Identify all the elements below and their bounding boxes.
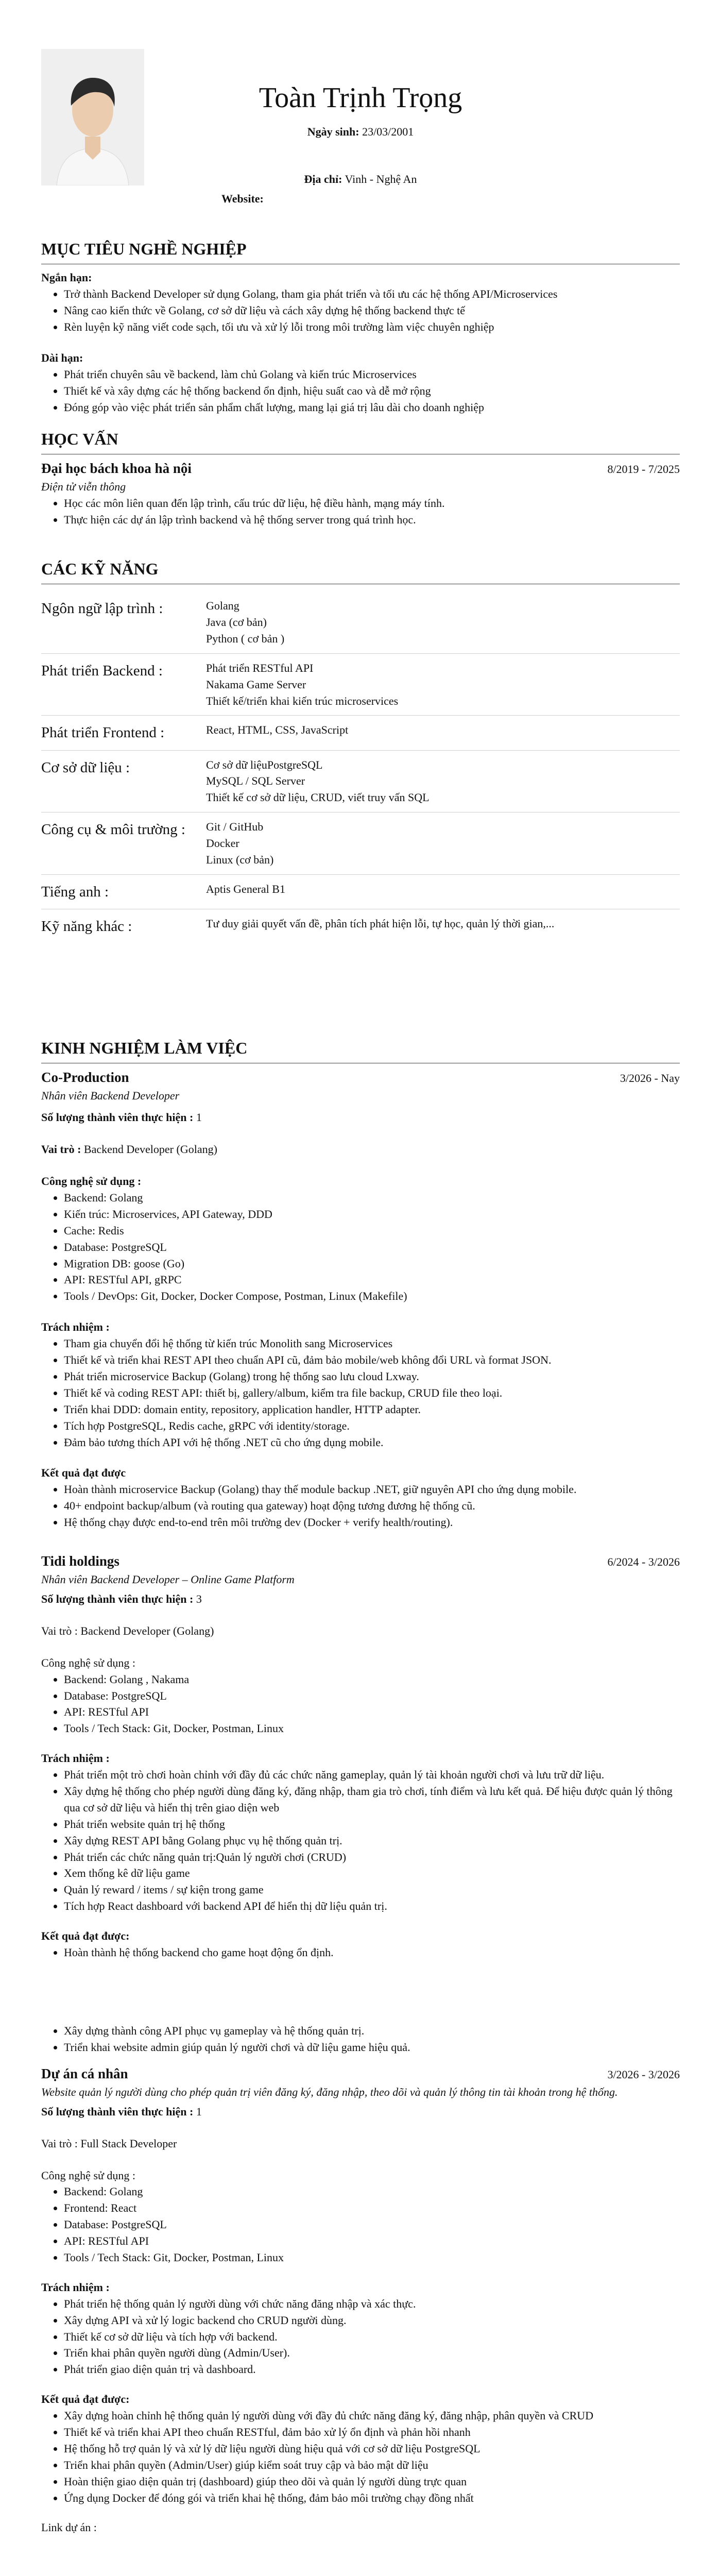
list-item: • Phát triển microservice Backup (Golang) trong hệ thống sao lưu cloud Lxway. — [64, 1368, 680, 1385]
company-name: Co-Production — [41, 1070, 129, 1086]
education-major: Điện tử viễn thông — [41, 480, 126, 494]
job-header — [41, 1067, 680, 1088]
members-label: Số lượng thành viên thực hiện : — [41, 1111, 194, 1124]
members-value: 3 — [196, 1592, 202, 1605]
list-item: • Ứng dụng Docker để đóng gói và triển khai hệ thống, đảm bảo môi trường chạy đồng nhất — [64, 2490, 680, 2506]
list-item: • Phát triển chuyên sâu về backend, làm chủ Golang và kiến trúc Microservices — [64, 366, 680, 383]
experience-title: KINH NGHIỆM LÀM VIỆC — [41, 1036, 680, 1063]
job-role: Nhân viên Backend Developer — [41, 1089, 180, 1103]
address-label: Địa chỉ: — [304, 173, 342, 185]
skill-value: Linux (cơ bản) — [206, 853, 274, 866]
list-item: • Nâng cao kiến thức về Golang, cơ sở dữ liệu và cách xây dựng hệ thống backend thực tế — [64, 302, 680, 319]
job-entry — [41, 2064, 680, 2536]
tasks-label: Trách nhiệm : — [41, 1320, 110, 1334]
tasks-label: Trách nhiệm : — [41, 1752, 110, 1765]
skill-row — [41, 591, 680, 654]
job-date: 6/2024 - 3/2026 — [607, 1555, 680, 1568]
list-item: • API: RESTful API — [64, 1704, 680, 1720]
list-item: • API: RESTful API, gRPC — [64, 1272, 680, 1288]
list-item: • Tools / Tech Stack: Git, Docker, Postman, Linux — [64, 1720, 680, 1737]
list-item: • Thiết kế và coding REST API: thiết bị, gallery/album, kiểm tra file backup, CRUD file theo loại. — [64, 1385, 680, 1401]
tech-label: Công nghệ sử dụng : — [41, 1656, 136, 1669]
list-item: • Tích hợp PostgreSQL, Redis cache, gRPC với identity/storage. — [64, 1418, 680, 1434]
skill-value: MySQL / SQL Server — [206, 774, 305, 788]
members-line — [41, 1109, 680, 1126]
list-item: • Tích hợp React dashboard với backend API để hiển thị dữ liệu quản trị. — [64, 1898, 680, 1914]
list-item: • Phát triển một trò chơi hoàn chỉnh với đầy đủ các chức năng gameplay, quản lý tài khoản người chơi và lưu trữ dữ liệu. — [64, 1767, 680, 1783]
job-header — [41, 1551, 680, 1571]
list-item: • Thiết kế và triển khai REST API theo chuẩn API cũ, đảm bảo mobile/web không đổi URL và format JSON. — [64, 1352, 680, 1368]
results-list — [41, 1481, 680, 1531]
skill-label: Kỹ năng khác : — [41, 918, 132, 935]
list-item: • Hoàn thành hệ thống backend cho game hoạt động ổn định. — [64, 1944, 680, 1961]
job-date: 3/2026 - 3/2026 — [607, 2067, 680, 2081]
position-line — [41, 1623, 680, 1639]
job-role: Website quản lý người dùng cho phép quản trị viên đăng ký, đăng nhập, theo dõi và quản lý thông tin tài khoản trong hệ thống. — [41, 2085, 618, 2098]
list-item: • Hệ thống hỗ trợ quản lý và xử lý dữ liệu người dùng hiệu quả với cơ sở dữ liệu PostgreSQL — [64, 2441, 680, 2457]
list-item: • Phát triển các chức năng quản trị:Quản lý người chơi (CRUD) — [64, 1849, 680, 1866]
tech-list — [41, 1190, 680, 1304]
education-header — [41, 459, 680, 479]
list-item: • Quản lý reward / items / sự kiện trong game — [64, 1882, 680, 1898]
skill-label: Tiếng anh : — [41, 883, 109, 900]
tasks-label: Trách nhiệm : — [41, 2280, 110, 2294]
list-item: • Rèn luyện kỹ năng viết code sạch, tối ưu và xử lý lỗi trong môi trường làm việc chuyên nghiệp — [64, 319, 680, 335]
education-date: 8/2019 - 7/2025 — [607, 462, 680, 476]
tech-label: Công nghệ sử dụng : — [41, 2168, 136, 2182]
members-line — [41, 1591, 680, 1607]
tech-label: Công nghệ sử dụng : — [41, 1175, 142, 1188]
members-label: Số lượng thành viên thực hiện : — [41, 2105, 194, 2118]
list-item: • Triển khai DDD: domain entity, repository, application handler, HTTP adapter. — [64, 1401, 680, 1418]
skill-values — [206, 757, 680, 806]
skill-value: Phát triển RESTful API — [206, 661, 314, 674]
list-item: • Migration DB: goose (Go) — [64, 1256, 680, 1272]
job-header — [41, 2064, 680, 2084]
members-value: 1 — [196, 2105, 202, 2118]
short-term-list — [41, 286, 680, 335]
tasks-list — [41, 1767, 680, 1914]
long-term-label: Dài hạn: — [41, 351, 83, 364]
skill-label: Ngôn ngữ lập trình : — [41, 600, 163, 617]
skill-values — [206, 916, 561, 937]
address-value: Vinh - Nghệ An — [345, 173, 417, 185]
results-label: Kết quả đạt được: — [41, 1929, 130, 1943]
skill-row — [41, 909, 680, 943]
skill-label: Phát triển Backend : — [41, 662, 163, 679]
skill-label: Phát triển Frontend : — [41, 724, 165, 741]
dob-line — [41, 124, 680, 140]
skill-row — [41, 716, 680, 750]
list-item: • Trở thành Backend Developer sử dụng Golang, tham gia phát triển và tối ưu các hệ thống API/Microservices — [64, 286, 680, 302]
job-entry — [41, 1067, 680, 1531]
full-name: Toàn Trịnh Trọng — [259, 82, 462, 114]
list-item: • Thiết kế và xây dựng các hệ thống backend ổn định, hiệu suất cao và dễ mở rộng — [64, 383, 680, 399]
position-label: Vai trò : — [41, 1624, 78, 1637]
tech-list — [41, 1671, 680, 1737]
list-item: • Tools / Tech Stack: Git, Docker, Postman, Linux — [64, 2249, 680, 2266]
list-item: • Xây dựng hoàn chỉnh hệ thống quản lý người dùng với đầy đủ chức năng đăng ký, đăng nhập, phân quyền và CRUD — [64, 2408, 680, 2424]
list-item: • Triển khai phân quyền người dùng (Admin/User). — [64, 2345, 680, 2361]
skill-value: Cơ sở dữ liệuPostgreSQL — [206, 758, 323, 771]
skills-title: CÁC KỸ NĂNG — [41, 557, 680, 584]
results-label: Kết quả đạt được: — [41, 2393, 130, 2406]
skill-label: Cơ sở dữ liệu : — [41, 759, 130, 776]
list-item: • Backend: Golang — [64, 2183, 680, 2200]
skill-value: Aptis General B1 — [206, 882, 285, 895]
list-item: • Kiến trúc: Microservices, API Gateway, DDD — [64, 1206, 680, 1223]
job-date: 3/2026 - Nay — [620, 1072, 680, 1085]
job-role: Nhân viên Backend Developer – Online Game Platform — [41, 1573, 295, 1586]
list-item: • Database: PostgreSQL — [64, 1688, 680, 1704]
school-name: Đại học bách khoa hà nội — [41, 460, 192, 476]
list-item: • Database: PostgreSQL — [64, 2216, 680, 2233]
list-item: • Database: PostgreSQL — [64, 1239, 680, 1256]
skill-values — [206, 598, 680, 647]
list-item: • Backend: Golang , Nakama — [64, 1671, 680, 1688]
skill-row — [41, 751, 680, 813]
company-name: Dự án cá nhân — [41, 2065, 128, 2081]
list-item: • Tools / DevOps: Git, Docker, Docker Compose, Postman, Linux (Makefile) — [64, 1288, 680, 1304]
list-item: • Phát triển website quản trị hệ thống — [64, 1816, 680, 1833]
skill-value: Python ( cơ bản ) — [206, 632, 285, 645]
skill-value: Tư duy giải quyết vấn đề, phân tích phát hiện lỗi, tự học, quản lý thời gian,... — [206, 917, 555, 930]
skill-value: React, HTML, CSS, JavaScript — [206, 723, 349, 737]
skill-value: Docker — [206, 837, 239, 850]
list-item: • Frontend: React — [64, 2200, 680, 2216]
list-item: • Thiết kế cơ sở dữ liệu và tích hợp với backend. — [64, 2329, 680, 2345]
list-item: • Xem thống kê dữ liệu game — [64, 1865, 680, 1882]
dob-value: 23/03/2001 — [362, 125, 414, 138]
long-term-list — [41, 366, 680, 416]
short-term-label: Ngắn hạn: — [41, 271, 92, 284]
position-value: Backend Developer (Golang) — [80, 1624, 214, 1637]
position-line — [41, 2136, 680, 2152]
cv-header — [41, 21, 680, 237]
job-entry — [41, 1551, 680, 2056]
education-title: HỌC VẤN — [41, 427, 680, 454]
skill-value: Thiết kế cơ sở dữ liệu, CRUD, viết truy vấn SQL — [206, 791, 430, 804]
skill-values — [206, 881, 680, 903]
position-value: Full Stack Developer — [80, 2137, 177, 2150]
list-item: • Xây dựng API và xử lý logic backend cho CRUD người dùng. — [64, 2312, 680, 2329]
members-line — [41, 2104, 680, 2120]
list-item: • API: RESTful API — [64, 2233, 680, 2249]
website-line — [221, 191, 680, 207]
results-label: Kết quả đạt được — [41, 1466, 126, 1480]
education-list — [41, 495, 680, 528]
list-item: • Xây dựng REST API bằng Golang phục vụ hệ thống quản trị. — [64, 1833, 680, 1849]
list-item: • Xây dựng thành công API phục vụ gameplay và hệ thống quản trị. — [64, 2023, 680, 2039]
skill-values — [206, 722, 680, 743]
position-value: Backend Developer (Golang) — [83, 1143, 217, 1156]
results-list-continued — [41, 2023, 680, 2056]
list-item: • Backend: Golang — [64, 1190, 680, 1206]
skill-values — [206, 819, 680, 868]
results-list — [41, 2408, 680, 2506]
position-label: Vai trò : — [41, 2137, 78, 2150]
tasks-list — [41, 2296, 680, 2378]
position-label: Vai trò : — [41, 1143, 81, 1156]
skill-value: Git / GitHub — [206, 820, 264, 834]
skill-value: Thiết kế/triển khai kiến trúc microservices — [206, 694, 399, 707]
list-item: • Triển khai website admin giúp quản lý người chơi và dữ liệu game hiệu quả. — [64, 2039, 680, 2056]
company-name: Tidi holdings — [41, 1553, 119, 1569]
position-line — [41, 1141, 680, 1158]
members-label: Số lượng thành viên thực hiện : — [41, 1592, 194, 1605]
list-item: • 40+ endpoint backup/album (và routing qua gateway) hoạt động tương đương hệ thống cũ. — [64, 1498, 680, 1514]
skill-row — [41, 875, 680, 909]
list-item: • Cache: Redis — [64, 1223, 680, 1239]
list-item: • Hoàn thành microservice Backup (Golang) thay thế module backup .NET, giữ nguyên API cho ứng dụng mobile. — [64, 1481, 680, 1498]
address-line — [41, 171, 680, 188]
list-item: • Hệ thống chạy được end-to-end trên môi trường dev (Docker + verify health/routing). — [64, 1514, 680, 1531]
cv-page — [41, 0, 680, 2536]
list-item: • Đóng góp vào việc phát triển sản phẩm chất lượng, mang lại giá trị lâu dài cho doanh nghiệp — [64, 399, 680, 416]
members-value: 1 — [196, 1111, 202, 1124]
tech-list — [41, 2183, 680, 2265]
skill-row — [41, 812, 680, 875]
list-item: • Xây dựng hệ thống cho phép người dùng đăng ký, đăng nhập, tham gia trò chơi, tính điểm và lưu kết quả. Để hiệu được quản lý thông qua cơ sở dữ liệu và hiển thị trên giao diện web — [64, 1783, 680, 1816]
skill-values — [206, 660, 680, 709]
list-item: • Thực hiện các dự án lập trình backend và hệ thống server trong quá trình học. — [64, 512, 680, 528]
tasks-list — [41, 1335, 680, 1450]
list-item: • Phát triển hệ thống quản lý người dùng với chức năng đăng nhập và xác thực. — [64, 2296, 680, 2312]
list-item: • Tham gia chuyển đổi hệ thống từ kiến trúc Monolith sang Microservices — [64, 1335, 680, 1352]
list-item: • Hoàn thiện giao diện quản trị (dashboard) giúp theo dõi và quản lý người dùng trực quan — [64, 2473, 680, 2490]
skill-label: Công cụ & môi trường : — [41, 821, 185, 838]
list-item: • Đảm bảo tương thích API với hệ thống .NET cũ cho ứng dụng mobile. — [64, 1434, 680, 1451]
skill-row — [41, 654, 680, 716]
objective-title: MỤC TIÊU NGHỀ NGHIỆP — [41, 237, 680, 264]
skill-value: Golang — [206, 599, 239, 613]
skill-value: Nakama Game Server — [206, 677, 306, 691]
website-label: Website: — [221, 192, 264, 205]
skill-value: Java (cơ bản) — [206, 616, 267, 629]
list-item: • Học các môn liên quan đến lập trình, cấu trúc dữ liệu, hệ điều hành, mạng máy tính. — [64, 495, 680, 512]
list-item: • Phát triển giao diện quản trị và dashboard. — [64, 2361, 680, 2378]
list-item: • Triển khai phân quyền (Admin/User) giúp kiểm soát truy cập và bảo mật dữ liệu — [64, 2457, 680, 2473]
skills-table — [41, 591, 680, 943]
dob-label: Ngày sinh: — [307, 125, 359, 138]
results-list — [41, 1944, 680, 1961]
project-link-label[interactable]: Link dự án : — [41, 2521, 97, 2534]
list-item: • Thiết kế và triển khai API theo chuẩn RESTful, đảm bảo xử lý ổn định và phản hồi nhanh — [64, 2424, 680, 2441]
